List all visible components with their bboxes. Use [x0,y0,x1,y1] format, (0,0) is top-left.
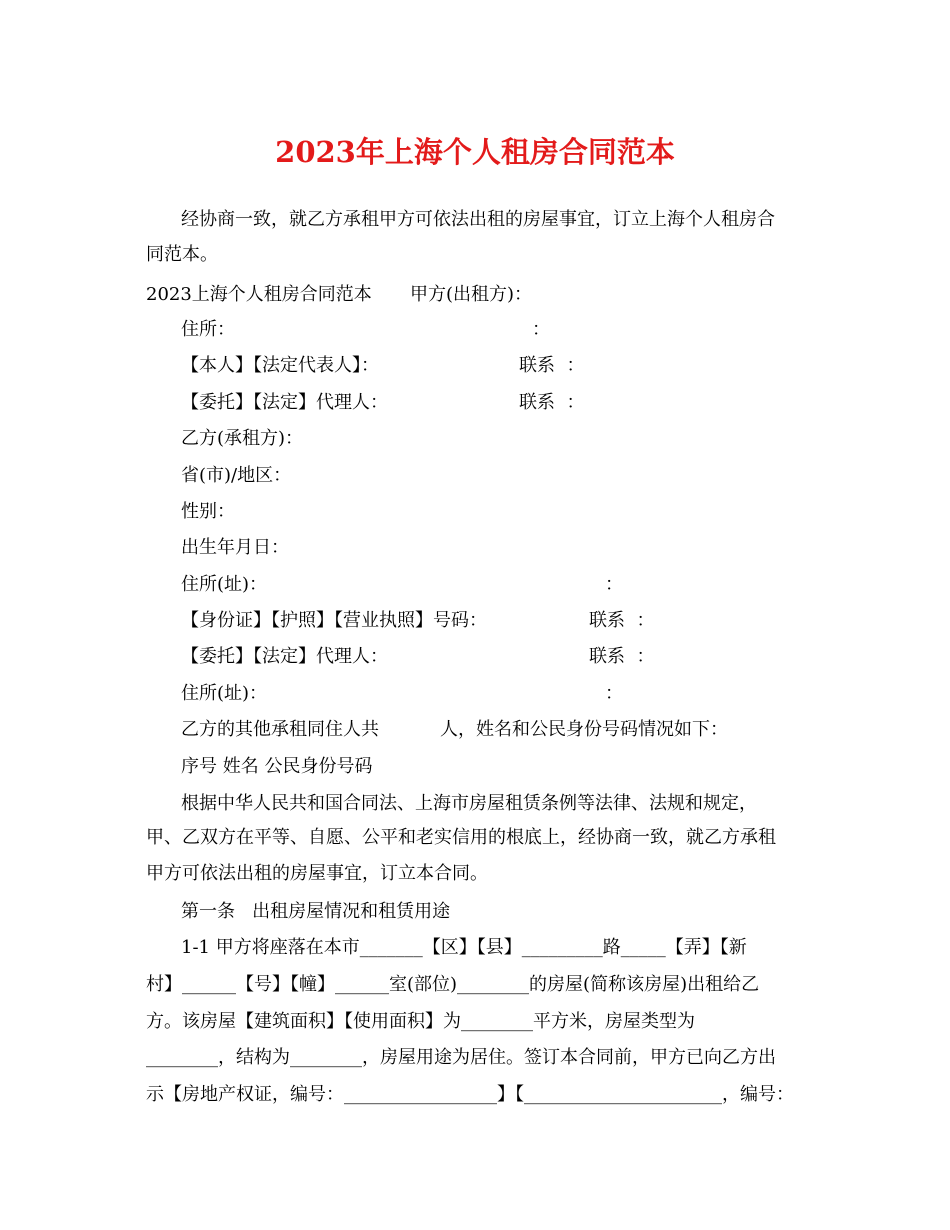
party-a-address-colon: ： [532,319,550,340]
party-b-heading: 乙方(承租方)： [181,428,304,449]
article-1-heading: 第一条 出租房屋情况和租赁用途 [181,901,451,922]
party-a-address-label: 住所： [181,319,235,340]
party-b-id-label: 【身份证】【护照】【营业执照】号码： [181,610,487,631]
clause-1-1-line-3: 方。该房屋【建筑面积】【使用面积】为________平方米，房屋类型为 [146,1011,695,1032]
basis-line-2: 甲、乙双方在平等、自愿、公平和老实信用的根底上，经协商一致，就乙方承租 [146,827,776,848]
basis-line-1: 根据中华人民共和国合同法、上海市房屋租赁条例等法律、法规和规定， [181,793,757,814]
party-b-agent-address-colon: ： [605,683,623,704]
party-b-birthdate-label: 出生年月日： [181,537,289,558]
party-b-agent-contact: 联系 ： [589,646,655,667]
document-title: 2023年上海个人租房合同范本 [275,135,675,169]
cohabitant-line-right: 人，姓名和公民身份号码情况如下： [440,719,728,740]
party-b-address-colon: ： [605,574,623,595]
party-a-representative-label: 【本人】【法定代表人】： [181,355,379,376]
party-a-agent-label: 【委托】【法定】代理人： [181,392,388,413]
intro-line-1: 经协商一致，就乙方承租甲方可依法出租的房屋事宜，订立上海个人租房合 [181,209,775,230]
cohabitant-table-header: 序号 姓名 公民身份号码 [181,756,373,777]
party-b-gender-label: 性别： [181,501,235,522]
contract-heading-left: 2023上海个人租房合同范本 [146,284,372,305]
party-b-agent-label: 【委托】【法定】代理人： [181,646,388,667]
intro-line-2: 同范本。 [146,244,218,265]
clause-1-1-line-4: ________，结构为________，房屋用途为居住。签订本合同前，甲方已向乙方出 [146,1047,776,1068]
party-b-id-contact: 联系 ： [589,610,655,631]
party-a-representative-contact: 联系 ： [519,355,585,376]
clause-1-1-line-5: 示【房地产权证，编号：_________________】【______________________，编号： [146,1084,794,1105]
clause-1-1-line-1: 1-1 甲方将座落在本市_______【区】【县】_________路_____【弄】【新 [181,937,747,958]
party-b-province-label: 省(市)/地区： [181,465,292,486]
party-a-agent-contact: 联系 ： [519,392,585,413]
basis-line-3: 甲方可依法出租的房屋事宜，订立本合同。 [146,863,488,884]
clause-1-1-line-2: 村】______【号】【幢】______室(部位)________的房屋(简称该房屋)出租给乙 [146,974,760,995]
party-b-agent-address-label: 住所(址)： [181,683,268,704]
party-b-address-label: 住所(址)： [181,574,268,595]
cohabitant-line-left: 乙方的其他承租同住人共 [181,719,379,740]
party-a-heading: 甲方(出租方)： [410,284,533,305]
